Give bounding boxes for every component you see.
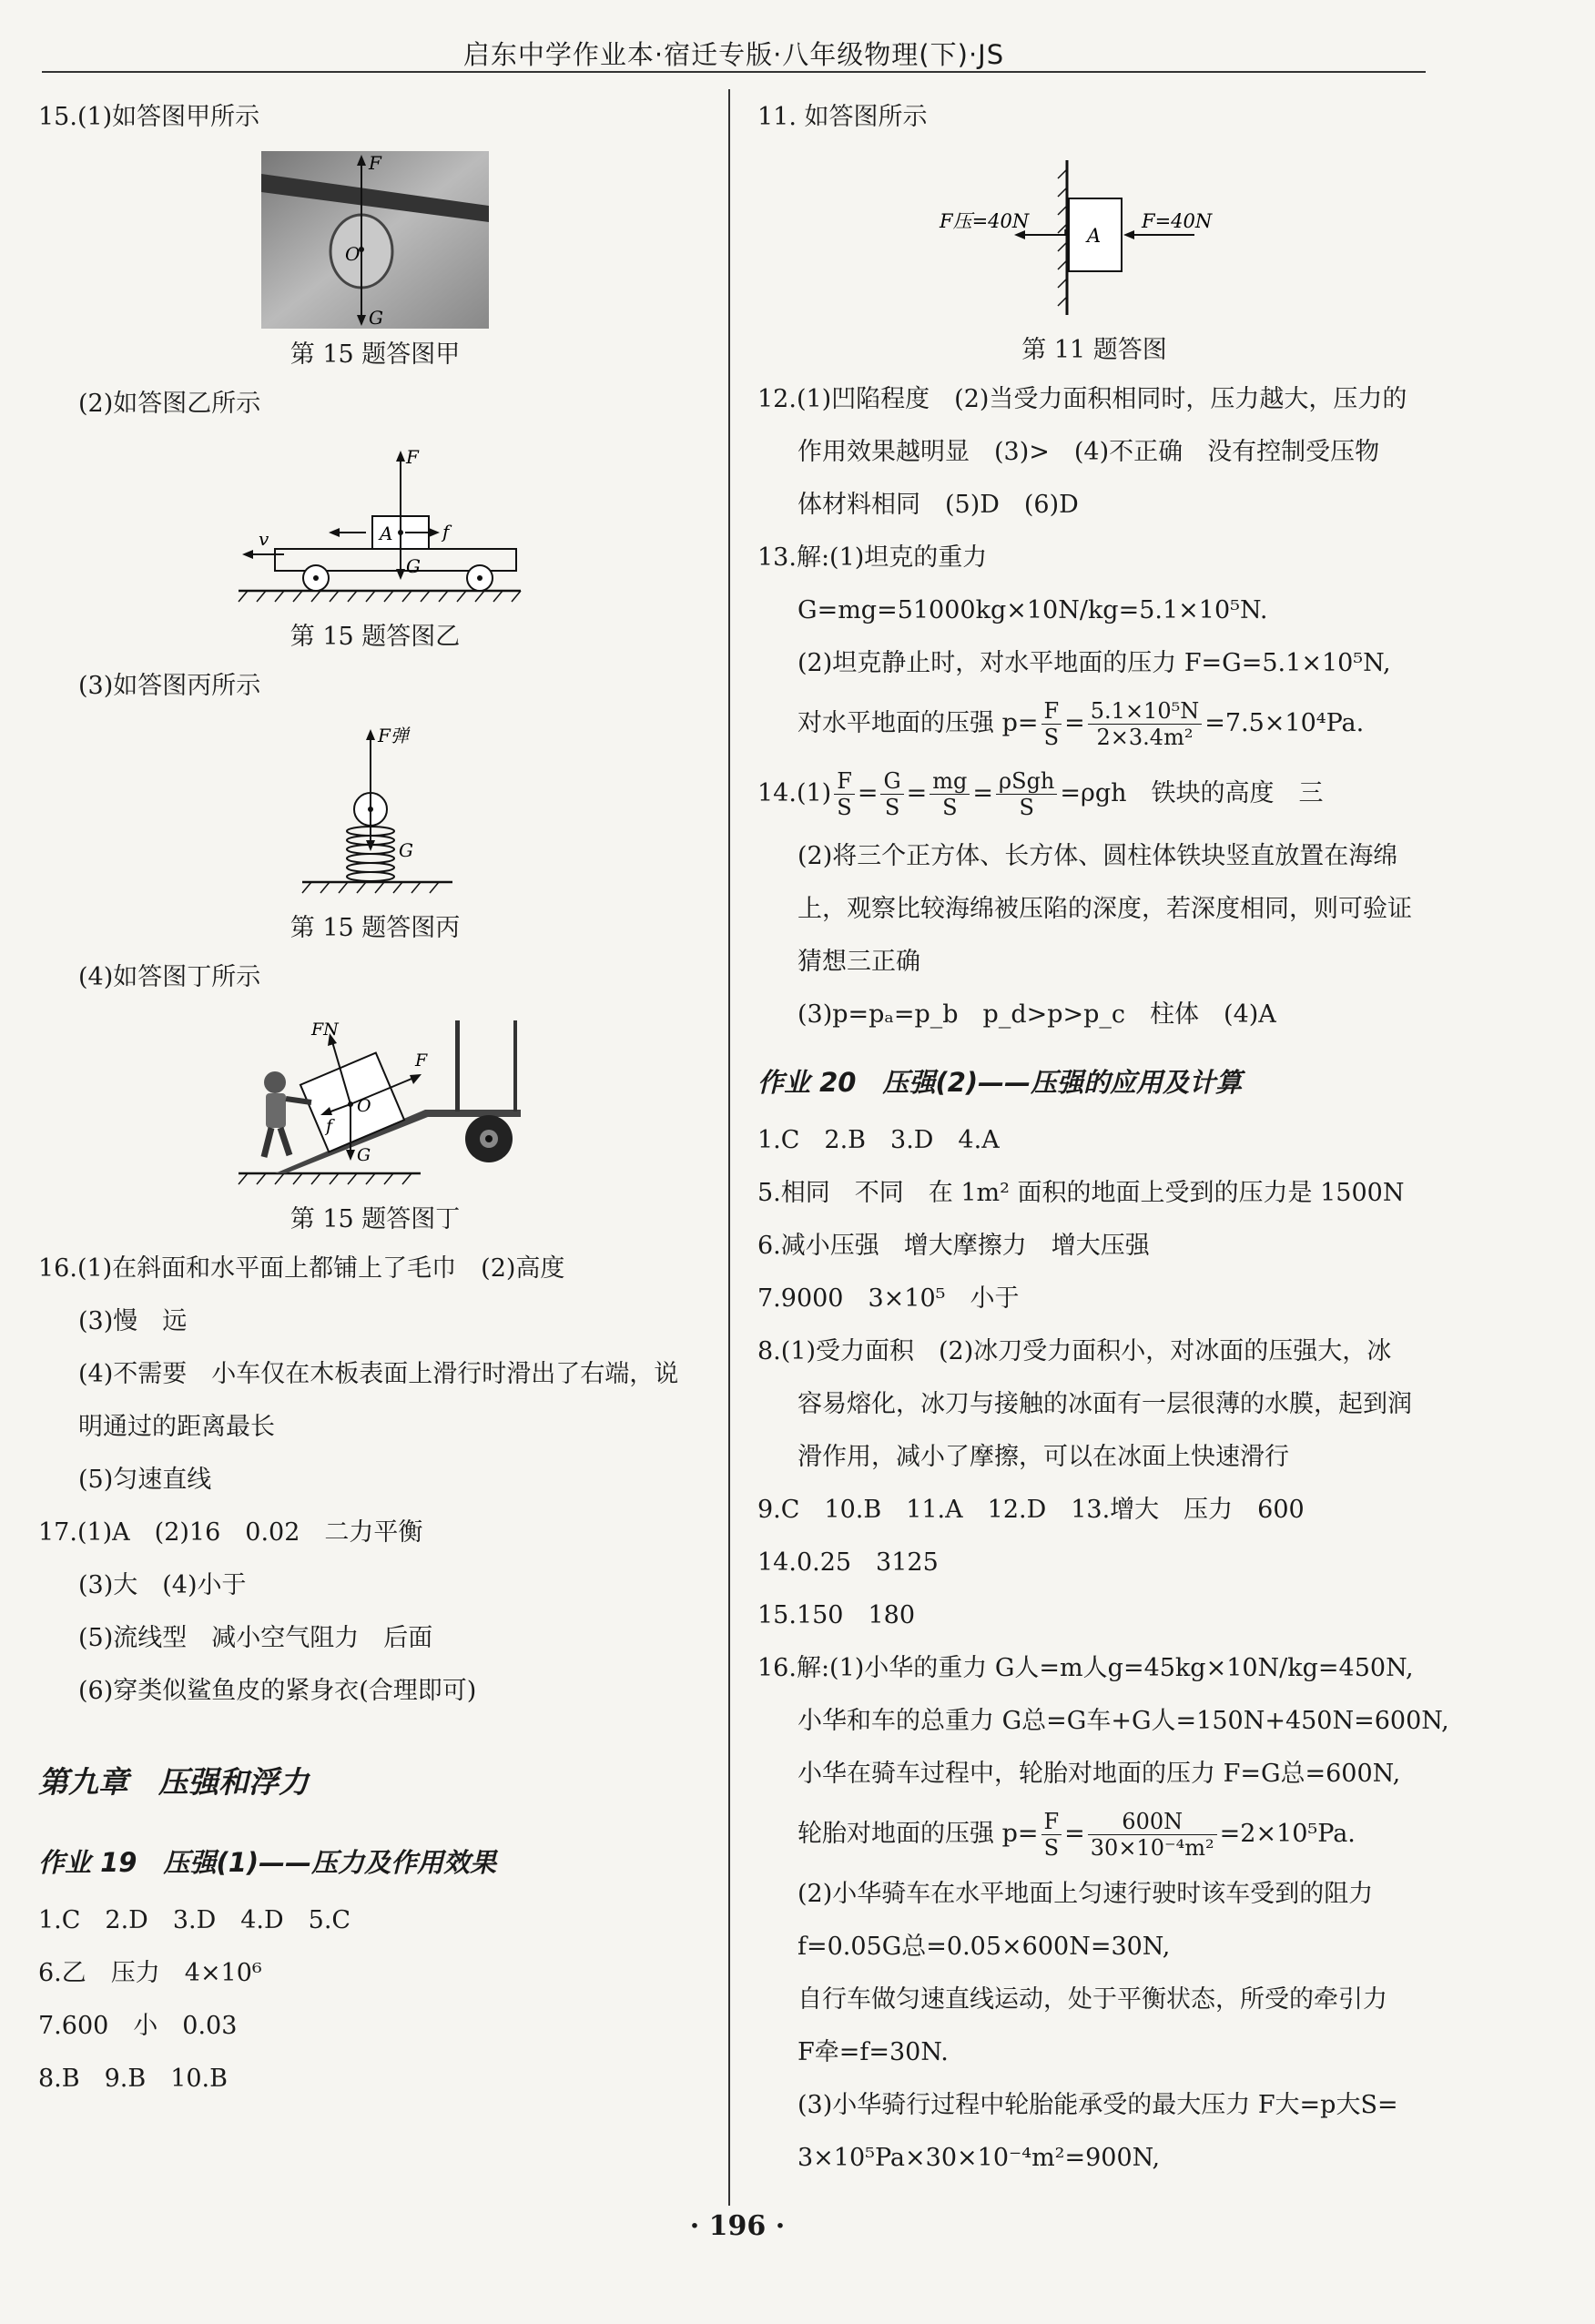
right-column — [757, 91, 1449, 2185]
fraction: $\frac{\text{5.1×10⁵N}}{\text{2×3.4m²}}$ — [1088, 698, 1202, 750]
page-header: 启东中学作业本·宿迁专版·八年级物理(下)·JS — [462, 39, 1005, 70]
label-G: G — [406, 555, 421, 577]
answer-line: 16.(1)在斜面和水平面上都铺上了毛巾 (2)高度 — [38, 1254, 565, 1283]
answer-line: (3)大 (4)小于 — [78, 1571, 247, 1599]
header-rule — [42, 71, 1426, 73]
caption-ding: 第 15 题答图丁 — [290, 1205, 461, 1233]
q16-pressure: 轮胎对地面的压强 p= $\frac{F}{S}$ = $\frac{600N}{\text{30×10⁻⁴m²}}$ =2×10⁵Pa. — [798, 1809, 1356, 1861]
answer-line: 体材料相同 (5)D (6)D — [798, 491, 1079, 519]
answer-line: 6.减小压强 增大摩擦力 增大压强 — [757, 1232, 1150, 1260]
answer-line: 7.600 小 0.03 — [38, 2012, 238, 2040]
answer-line: (3)p=pₐ=p_b p_d>p>p_c 柱体 (4)A — [798, 1000, 1276, 1029]
left-column — [38, 91, 712, 2106]
answer-line: 自行车做匀速直线运动，处于平衡状态，所受的牵引力 — [798, 1985, 1387, 2014]
caption-11: 第 11 题答图 — [1021, 336, 1167, 364]
answer-line: G=mg=51000kg×10N/kg=5.1×10⁵N. — [798, 596, 1268, 624]
answer-line: 3×10⁵Pa×30×10⁻⁴m²=900N, — [798, 2144, 1161, 2172]
fraction: $\frac{F}{S}$ — [834, 768, 855, 820]
label-f: f — [326, 1116, 333, 1136]
chapter-title: 第九章 压强和浮力 — [38, 1764, 309, 1800]
label-A: A — [380, 523, 393, 544]
label-F: F — [369, 152, 381, 174]
caption-jia: 第 15 题答图甲 — [290, 340, 461, 369]
q15-3: (3)如答图丙所示 — [78, 672, 261, 700]
fraction: $\frac{600N}{\text{30×10⁻⁴m²}}$ — [1088, 1809, 1217, 1861]
answer-line: 猜想三正确 — [798, 948, 920, 976]
answer-line: F牵=f=30N. — [798, 2038, 949, 2066]
answer-line: (5)匀速直线 — [78, 1466, 212, 1494]
figure-yi — [38, 438, 712, 614]
label-G: G — [399, 839, 413, 861]
label-F: F=40N — [1142, 210, 1213, 232]
answer-line: 滑作用，减小了摩擦，可以在冰面上快速滑行 — [798, 1443, 1289, 1471]
figure-jia — [38, 151, 712, 332]
answer-line: (2)小华骑车在水平地面上匀速行驶时该车受到的阻力 — [798, 1880, 1374, 1908]
section-20-title: 作业 20 压强(2)——压强的应用及计算 — [757, 1067, 1243, 1098]
answer-line: f=0.05G总=0.05×600N=30N, — [798, 1933, 1171, 1961]
q11: 11. 如答图所示 — [757, 103, 928, 131]
fraction: $\frac{G}{S}$ — [880, 768, 903, 820]
caption-yi: 第 15 题答图乙 — [290, 623, 461, 651]
ramp-diagram — [220, 1011, 530, 1193]
answer-line: (5)流线型 减小空气阻力 后面 — [78, 1624, 433, 1652]
label-F: F — [415, 1050, 428, 1071]
label-A: A — [1087, 225, 1102, 247]
figure-11 — [757, 151, 1431, 328]
label-F-press: F压=40N — [940, 210, 1030, 232]
answer-line: 小华在骑车过程中，轮胎对地面的压力 F=G总=600N, — [798, 1760, 1401, 1788]
answer-line: 13.解:(1)坦克的重力 — [757, 543, 988, 572]
answer-line: 12.(1)凹陷程度 (2)当受力面积相同时，压力越大，压力的 — [757, 385, 1407, 413]
answer-line: 17.(1)A (2)16 0.02 二力平衡 — [38, 1518, 423, 1547]
figure-ding — [38, 1011, 712, 1197]
answer-line: 作用效果越明显 (3)> (4)不正确 没有控制受压物 — [798, 438, 1380, 466]
spring-diagram — [284, 720, 466, 902]
cart-diagram — [211, 438, 539, 611]
coin-photo-diagram — [261, 151, 489, 329]
label-F: F — [406, 446, 419, 468]
answer-line: 小华和车的总重力 G总=G车+G人=150N+450N=600N, — [798, 1707, 1449, 1735]
caption-bing: 第 15 题答图丙 — [290, 914, 461, 942]
label-F-spring: F弹 — [378, 725, 409, 746]
q15-2: (2)如答图乙所示 — [78, 390, 261, 418]
answer-line: 15.150 180 — [757, 1601, 916, 1629]
answer-line: (6)穿类似鲨鱼皮的紧身衣(合理即可) — [78, 1677, 477, 1705]
answer-line: 1.C 2.D 3.D 4.D 5.C — [38, 1906, 351, 1934]
q15-1: 15.(1)如答图甲所示 — [38, 103, 260, 131]
answer-line: 9.C 10.B 11.A 12.D 13.增大 压力 600 — [757, 1496, 1305, 1524]
answer-line: 5.相同 不同 在 1m² 面积的地面上受到的压力是 1500N — [757, 1179, 1405, 1207]
answer-line: 1.C 2.B 3.D 4.A — [757, 1126, 1000, 1154]
answer-line: 8.B 9.B 10.B — [38, 2065, 228, 2093]
answer-line: 明通过的距离最长 — [78, 1413, 275, 1441]
answer-line: 7.9000 3×10⁵ 小于 — [757, 1284, 1020, 1313]
label-v: v — [259, 528, 269, 550]
label-FN: FN — [311, 1020, 339, 1040]
answer-line: (3)慢 远 — [78, 1307, 188, 1335]
fraction: $\frac{\text{ρSgh}}{S}$ — [996, 768, 1057, 820]
fraction: $\frac{F}{S}$ — [1041, 1809, 1062, 1861]
fraction: $\frac{mg}{S}$ — [930, 768, 970, 820]
q14-formula: 14.(1) $\frac{F}{S}$ = $\frac{G}{S}$ = $\frac{mg}{S}$ = $\frac{\text{ρSgh}}{S}$ =ρgh 铁块的高度 三 — [757, 768, 1324, 820]
answer-line: 6.乙 压力 4×10⁶ — [38, 1959, 262, 1987]
answer-line: 14.0.25 3125 — [757, 1548, 939, 1577]
answer-line: 8.(1)受力面积 (2)冰刀受力面积小，对冰面的压强大，冰 — [757, 1337, 1392, 1365]
answer-line: 容易熔化，冰刀与接触的冰面有一层很薄的水膜，起到润 — [798, 1390, 1412, 1418]
answer-line: (3)小华骑行过程中轮胎能承受的最大压力 F大=p大S= — [798, 2091, 1398, 2119]
wall-block-diagram — [930, 151, 1258, 324]
label-G: G — [369, 307, 383, 329]
q13-pressure: 对水平地面的压强 p= $\frac{F}{S}$ = $\frac{\text{5.1×10⁵N}}{\text{2×3.4m²}}$ =7.5×10⁴Pa. — [798, 698, 1365, 750]
answer-line: (2)将三个正方体、长方体、圆柱体铁块竖直放置在海绵 — [798, 842, 1398, 870]
answer-line: 16.解:(1)小华的重力 G人=m人g=45kg×10N/kg=450N, — [757, 1654, 1414, 1682]
page-number: · 196 · — [689, 2210, 786, 2242]
column-divider — [728, 89, 730, 2206]
q15-4: (4)如答图丁所示 — [78, 963, 261, 991]
label-O: O — [357, 1096, 371, 1116]
section-19-title: 作业 19 压强(1)——压力及作用效果 — [38, 1847, 497, 1878]
answer-line: (4)不需要 小车仅在木板表面上滑行时滑出了右端，说 — [78, 1360, 679, 1388]
answer-line: (2)坦克静止时，对水平地面的压力 F=G=5.1×10⁵N, — [798, 649, 1391, 677]
answer-line: 上，观察比较海绵被压陷的深度，若深度相同，则可验证 — [798, 895, 1412, 923]
label-G: G — [357, 1145, 371, 1165]
fraction: $\frac{F}{S}$ — [1041, 698, 1062, 750]
figure-bing — [38, 720, 712, 906]
label-O: O — [345, 243, 361, 265]
label-f: f — [442, 521, 450, 543]
